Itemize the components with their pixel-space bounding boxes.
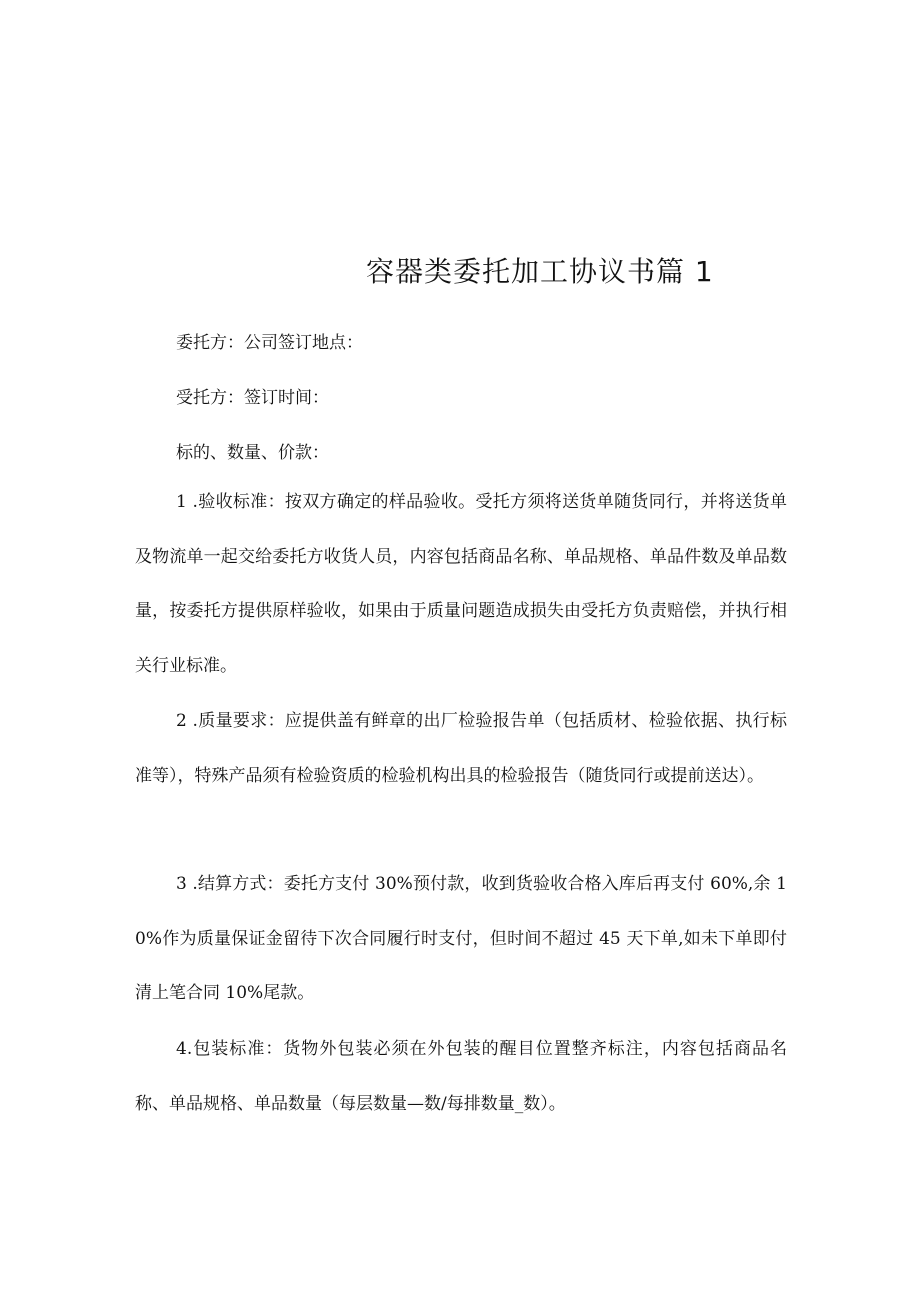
- contractor-field: 受托方：签订时间：: [176, 388, 329, 408]
- clause-acceptance: 1 .验收标准：按双方确定的样品验收。受托方须将送货单随货同行，并将送货单及物流单一起交给委托方收货人员，内容包括商品名称、单品规格、单品件数及单品数量，按委托方提供原样验收，如果由于质量问题造成损失由受托方负责赔偿，并执行相关行业标准。: [135, 492, 787, 676]
- clause-quality: 2 .质量要求：应提供盖有鲜章的出厂检验报告单（包括质材、检验依据、执行标准等），特殊产品须有检验资质的检验机构出具的检验报告（随货同行或提前送达）。: [135, 711, 787, 786]
- clause-packaging: 4.包装标准：货物外包装必须在外包装的醒目位置整齐标注，内容包括商品名称、单品规格、单品数量（每层数量—数/每排数量_数）。: [135, 1039, 787, 1114]
- client-field: 委托方：公司签订地点：: [176, 333, 363, 353]
- subject-field: 标的、数量、价款：: [176, 443, 329, 463]
- clause-settlement: 3 .结算方式：委托方支付 30%预付款，收到货验收合格入库后再支付 60%,余 10%作为质量保证金留待下次合同履行时支付，但时间不超过 45 天下单,如未下单即付清上笔合同 10%尾款。: [135, 874, 787, 1003]
- document-title: 容器类委托加工协议书篇 1: [366, 255, 714, 288]
